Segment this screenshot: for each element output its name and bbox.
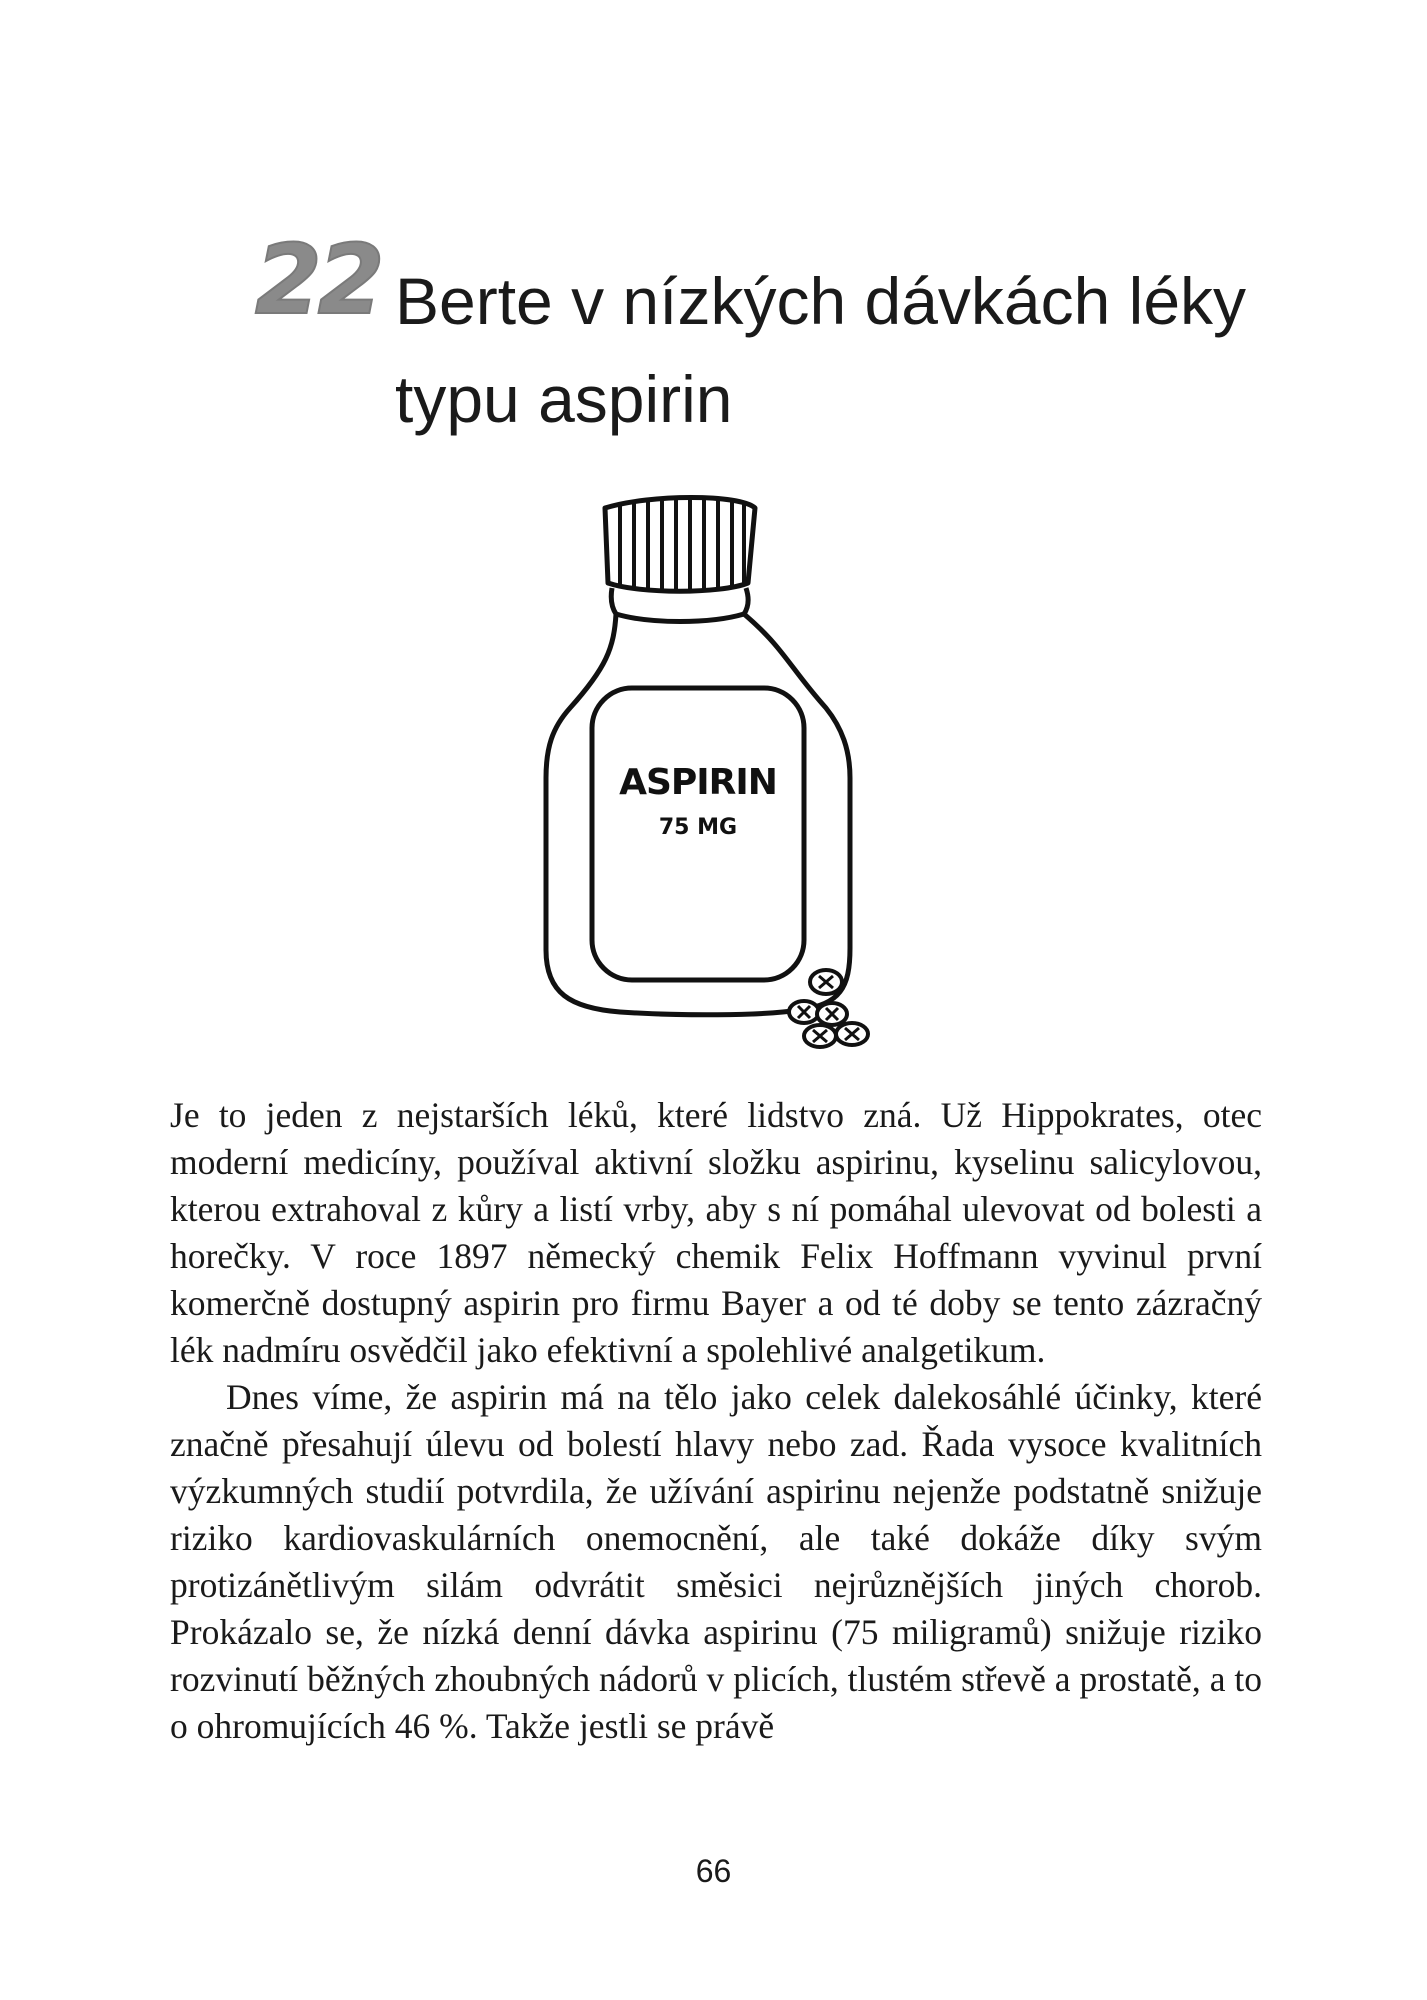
bottle-neck-ring (616, 614, 744, 622)
page-number: 66 (695, 1853, 732, 1889)
paragraph: Je to jeden z nejstarších léků, které lidstvo zná. Už Hippokrates, otec moderní medicíny, používal aktivní složku aspirinu, kyselinu salicylovou, kterou extrahoval z kůry a listí vrby, aby s ní pomáhal ulevovat od bolesti a horečky. V roce 1897 německý chemik Felix Hoffmann vyvinul první komerčně dostupný aspirin pro firmu Bayer a od té doby se tento zázračný lék nadmíru osvědčil jako efektivní a spolehlivé analgetikum. (170, 1095, 1262, 1370)
bottle-cap (605, 498, 755, 592)
pill-pile (789, 970, 868, 1047)
pill (836, 1023, 868, 1045)
chapter-number: 22 (255, 224, 381, 336)
aspirin-bottle-illustration (540, 488, 900, 1058)
body-text (170, 1092, 1262, 1750)
pill (817, 1003, 847, 1025)
chapter-title: Berte v nízkých dávkách léky typu aspirin (395, 264, 1247, 436)
label-name: ASPIRIN (619, 762, 777, 803)
paragraph: Dnes víme, že aspirin má na tělo jako celek dalekosáhlé účinky, které značně přesahují úlevu od bolestí hlavy nebo zad. Řada vysoce kvalitních výzkumných studií potvrdila, že užívání aspirinu nejenže podstatně snižuje riziko kardiovaskulárních onemocnění, ale také dokáže díky svým protizánětlivým silám odvrátit směsici nejrůznějších jiných chorob. Prokázalo se, že nízká denní dávka aspirinu (75 miligramů) snižuje riziko rozvinutí běžných zhoubných nádorů v plicích, tlustém střevě a prostatě, a to o ohromujících 46 %. Takže jestli se právě (170, 1377, 1262, 1746)
pill (804, 1025, 836, 1047)
pill (789, 1001, 819, 1023)
bottle-label (592, 688, 804, 980)
label-dose: 75 MG (658, 815, 738, 840)
pill (810, 970, 842, 994)
